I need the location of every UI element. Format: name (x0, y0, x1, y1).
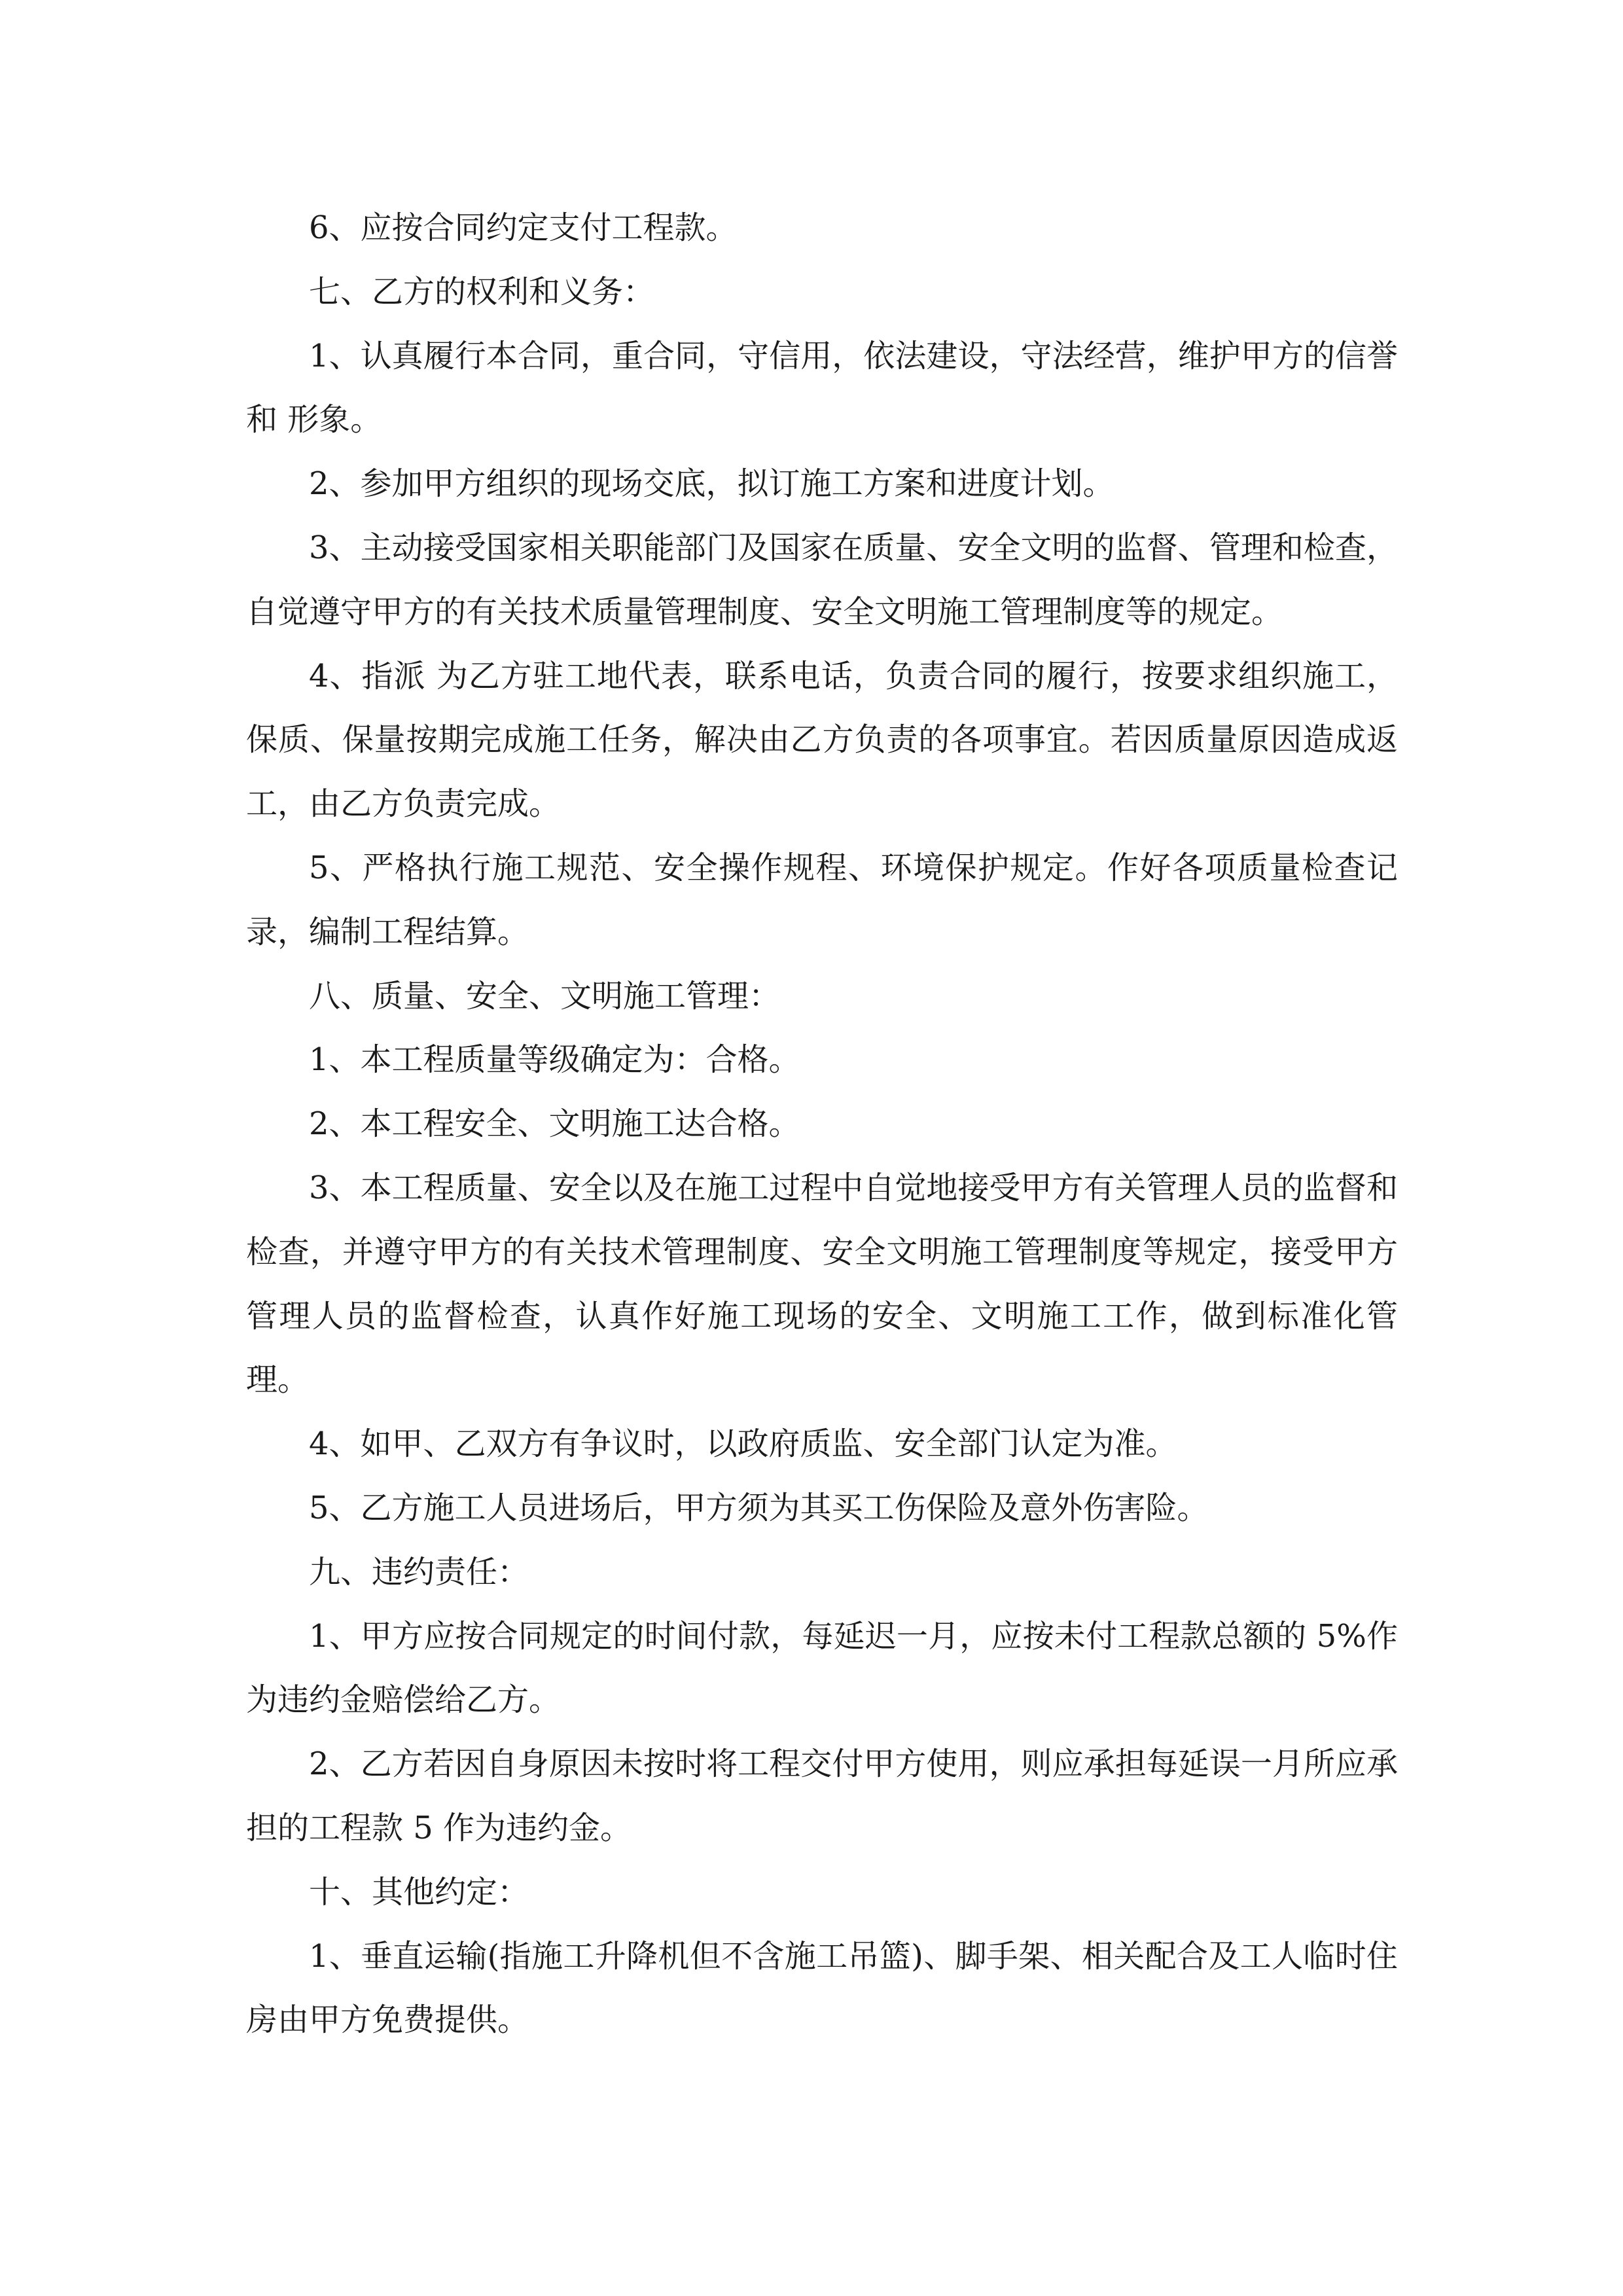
paragraph: 1、甲方应按合同规定的时间付款，每延迟一月，应按未付工程款总额的 5%作为违约金赔偿给乙方。 (246, 1617, 1398, 1719)
paragraph: 3、主动接受国家相关职能部门及国家在质量、安全文明的监督、管理和检查，自觉遵守甲方的有关技术质量管理制度、安全文明施工管理制度等的规定。 (246, 529, 1398, 630)
paragraph: 1、认真履行本合同，重合同，守信用，依法建设，守法经营，维护甲方的信誉和 形象。 (246, 337, 1398, 439)
section-heading-breach-liability: 九、违约责任： (309, 1553, 529, 1590)
section-heading-party-b-rights: 七、乙方的权利和义务： (309, 273, 655, 310)
paragraph: 2、乙方若因自身原因未按时将工程交付甲方使用，则应承担每延误一月所应承担的工程款 5 作为违约金。 (246, 1746, 1398, 1846)
paragraph: 5、严格执行施工规范、安全操作规程、环境保护规定。作好各项质量检查记录，编制工程结算。 (246, 849, 1398, 950)
paragraph: 1、本工程质量等级确定为：合格。 (309, 1041, 800, 1079)
section-heading-other-terms: 十、其他约定： (309, 1873, 529, 1910)
paragraph: 2、参加甲方组织的现场交底，拟订施工方案和进度计划。 (309, 465, 1115, 503)
paragraph: 4、指派 为乙方驻工地代表，联系电话，负责合同的履行，按要求组织施工，保质、保量按期完成施工任务，解决由乙方负责的各项事宜。若因质量原因造成返工，由乙方负责完成。 (246, 657, 1398, 823)
section-heading-quality-safety: 八、质量、安全、文明施工管理： (309, 977, 781, 1014)
paragraph: 1、垂直运输(指施工升降机但不含施工吊篮)、脚手架、相关配合及工人临时住房由甲方免费提供。 (246, 1937, 1398, 2039)
paragraph: 3、本工程质量、安全以及在施工过程中自觉地接受甲方有关管理人员的监督和检查，并遵守甲方的有关技术管理制度、安全文明施工管理制度等规定，接受甲方管理人员的监督检查，认真作好施工现场的安全、文明施工工作，做到标准化管理。 (246, 1169, 1398, 1399)
paragraph: 5、乙方施工人员进场后，甲方须为其买工伤保险及意外伤害险。 (309, 1489, 1209, 1526)
paragraph: 2、本工程安全、文明施工达合格。 (309, 1105, 800, 1143)
paragraph: 4、如甲、乙双方有争议时，以政府质监、安全部门认定为准。 (309, 1426, 1177, 1463)
paragraph-payment-clause: 6、应按合同约定支付工程款。 (309, 209, 738, 246)
document-body (246, 196, 1398, 2053)
